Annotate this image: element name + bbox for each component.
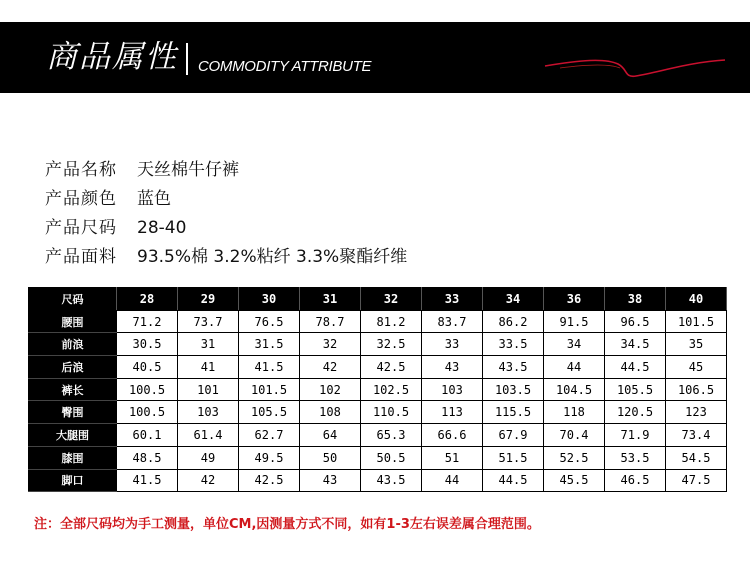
table-cell: 70.4 (544, 424, 605, 447)
table-cell: 41 (178, 356, 239, 379)
row-label: 裤长 (29, 378, 117, 401)
row-label: 臀围 (29, 401, 117, 424)
table-cell: 42.5 (239, 469, 300, 492)
table-cell: 83.7 (422, 310, 483, 333)
table-cell: 32.5 (361, 333, 422, 356)
table-cell: 31 (178, 333, 239, 356)
table-cell: 43 (300, 469, 361, 492)
table-cell: 81.2 (361, 310, 422, 333)
size-header-cell: 33 (422, 288, 483, 311)
table-cell: 34 (544, 333, 605, 356)
table-cell: 46.5 (605, 469, 666, 492)
table-cell: 105.5 (605, 378, 666, 401)
table-row (29, 446, 727, 469)
table-cell: 41.5 (117, 469, 178, 492)
table-cell: 31.5 (239, 333, 300, 356)
table-cell: 61.4 (178, 424, 239, 447)
table-cell: 118 (544, 401, 605, 424)
table-cell: 101 (178, 378, 239, 401)
measurement-note: 注：全部尺码均为手工测量，单位CM,因测量方式不同，如有1-3左右误差属合理范围。 (34, 517, 540, 532)
table-cell: 102.5 (361, 378, 422, 401)
info-label: 产品面料 (45, 247, 117, 267)
row-label: 腰围 (29, 310, 117, 333)
info-label: 产品尺码 (45, 218, 117, 238)
table-cell: 45 (666, 356, 727, 379)
info-row (45, 156, 407, 185)
table-cell: 76.5 (239, 310, 300, 333)
table-cell: 35 (666, 333, 727, 356)
table-cell: 71.9 (605, 424, 666, 447)
table-cell: 64 (300, 424, 361, 447)
table-cell: 45.5 (544, 469, 605, 492)
table-cell: 106.5 (666, 378, 727, 401)
table-cell: 42 (178, 469, 239, 492)
table-cell: 44.5 (483, 469, 544, 492)
table-cell: 71.2 (117, 310, 178, 333)
table-cell: 100.5 (117, 378, 178, 401)
table-cell: 73.4 (666, 424, 727, 447)
info-label: 产品名称 (45, 160, 117, 180)
table-cell: 32 (300, 333, 361, 356)
table-cell: 54.5 (666, 446, 727, 469)
table-cell: 51 (422, 446, 483, 469)
table-cell: 101.5 (239, 378, 300, 401)
size-header-cell: 29 (178, 288, 239, 311)
info-value: 28-40 (137, 218, 187, 238)
table-cell: 105.5 (239, 401, 300, 424)
table-cell: 104.5 (544, 378, 605, 401)
table-cell: 49.5 (239, 446, 300, 469)
table-cell: 102 (300, 378, 361, 401)
size-table (28, 287, 727, 492)
table-cell: 120.5 (605, 401, 666, 424)
table-cell: 103 (422, 378, 483, 401)
table-cell: 66.6 (422, 424, 483, 447)
size-header-cell: 34 (483, 288, 544, 311)
size-table-header (29, 288, 727, 311)
info-value: 天丝棉牛仔裤 (137, 160, 239, 180)
size-header-cell: 30 (239, 288, 300, 311)
table-cell: 50.5 (361, 446, 422, 469)
table-row (29, 310, 727, 333)
table-row (29, 401, 727, 424)
table-row (29, 333, 727, 356)
size-header-cell: 36 (544, 288, 605, 311)
table-cell: 33 (422, 333, 483, 356)
row-label: 大腿围 (29, 424, 117, 447)
table-cell: 41.5 (239, 356, 300, 379)
size-header-cell: 32 (361, 288, 422, 311)
table-cell: 73.7 (178, 310, 239, 333)
table-cell: 60.1 (117, 424, 178, 447)
table-cell: 67.9 (483, 424, 544, 447)
table-cell: 43.5 (483, 356, 544, 379)
size-table-body (29, 310, 727, 492)
table-cell: 52.5 (544, 446, 605, 469)
banner-subtitle: COMMODITY ATTRIBUTE (198, 58, 372, 75)
banner-divider (186, 43, 188, 75)
info-row (45, 214, 407, 243)
table-cell: 30.5 (117, 333, 178, 356)
table-cell: 53.5 (605, 446, 666, 469)
table-cell: 51.5 (483, 446, 544, 469)
table-row (29, 424, 727, 447)
info-value: 蓝色 (137, 189, 171, 209)
table-cell: 49 (178, 446, 239, 469)
header-banner (0, 22, 750, 93)
table-cell: 33.5 (483, 333, 544, 356)
table-cell: 123 (666, 401, 727, 424)
table-cell: 65.3 (361, 424, 422, 447)
size-header-label: 尺码 (29, 288, 117, 311)
table-cell: 108 (300, 401, 361, 424)
info-label: 产品颜色 (45, 189, 117, 209)
row-label: 脚口 (29, 469, 117, 492)
table-cell: 44.5 (605, 356, 666, 379)
table-cell: 44 (544, 356, 605, 379)
info-row (45, 185, 407, 214)
row-label: 后浪 (29, 356, 117, 379)
table-cell: 100.5 (117, 401, 178, 424)
size-header-cell: 28 (117, 288, 178, 311)
table-cell: 113 (422, 401, 483, 424)
table-cell: 110.5 (361, 401, 422, 424)
table-cell: 62.7 (239, 424, 300, 447)
info-row (45, 243, 407, 272)
banner-title: 商品属性 (46, 39, 178, 75)
table-cell: 42.5 (361, 356, 422, 379)
row-label: 前浪 (29, 333, 117, 356)
info-value: 93.5%棉 3.2%粘纤 3.3%聚酯纤维 (137, 247, 408, 267)
table-cell: 40.5 (117, 356, 178, 379)
table-cell: 86.2 (483, 310, 544, 333)
table-cell: 43.5 (361, 469, 422, 492)
table-row (29, 378, 727, 401)
table-cell: 47.5 (666, 469, 727, 492)
table-row (29, 469, 727, 492)
row-label: 膝围 (29, 446, 117, 469)
table-cell: 115.5 (483, 401, 544, 424)
table-cell: 101.5 (666, 310, 727, 333)
table-cell: 96.5 (605, 310, 666, 333)
table-cell: 34.5 (605, 333, 666, 356)
size-header-cell: 40 (666, 288, 727, 311)
table-cell: 91.5 (544, 310, 605, 333)
size-header-cell: 31 (300, 288, 361, 311)
table-cell: 103.5 (483, 378, 544, 401)
table-cell: 44 (422, 469, 483, 492)
size-header-cell: 38 (605, 288, 666, 311)
table-cell: 78.7 (300, 310, 361, 333)
table-cell: 103 (178, 401, 239, 424)
table-cell: 43 (422, 356, 483, 379)
table-cell: 42 (300, 356, 361, 379)
red-swoosh-decoration (540, 52, 730, 92)
table-row (29, 356, 727, 379)
product-info (45, 156, 407, 272)
table-cell: 50 (300, 446, 361, 469)
table-cell: 48.5 (117, 446, 178, 469)
